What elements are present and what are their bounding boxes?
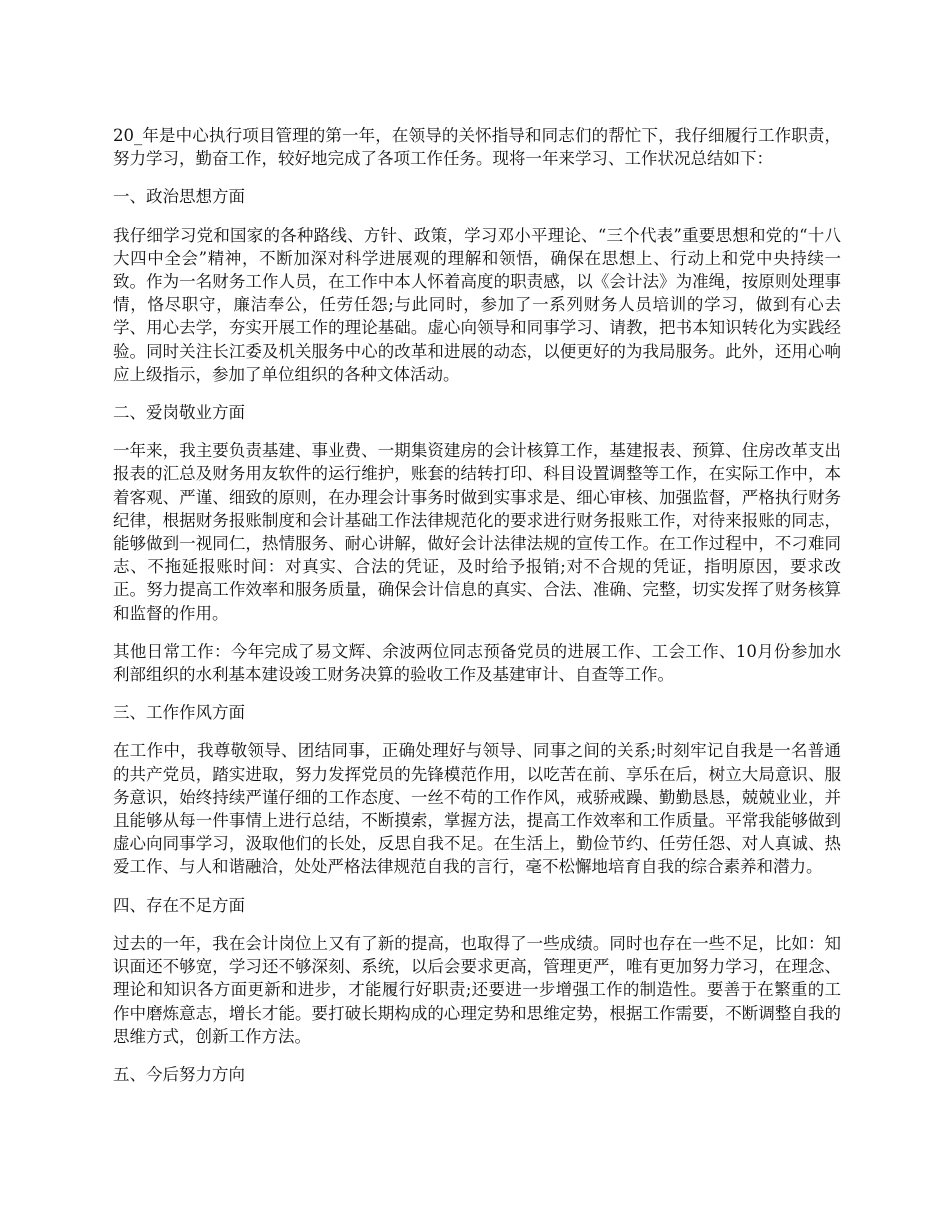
section-heading-political: 一、政治思想方面 xyxy=(113,187,245,207)
section-heading-dedication: 二、爱岗敬业方面 xyxy=(113,403,245,423)
section-body-daily-work: 其他日常工作：今年完成了易文辉、余波两位同志预备党员的进展工作、工会工作、10月份参加水利部组织的水利基本建设竣工财务决算的验收工作及基建审计、自查等工作。 xyxy=(113,641,841,685)
document-page xyxy=(113,124,841,1101)
section-body-work-style: 在工作中，我尊敬领导、团结同事，正确处理好与领导、同事之间的关系;时刻牢记自我是一名普通的共产党员，踏实进取，努力发挥党员的先锋模范作用，以吃苦在前、享乐在后，树立大局意识、服务意识，始终持续严谨仔细的工作态度、一丝不苟的工作作风，戒骄戒躁、勤勤恳恳，兢兢业业，并且能够从每一件事情上进行总结，不断摸索，掌握方法，提高工作效率和工作质量。平常我能够做到虚心向同事学习，汲取他们的长处，反思自我不足。在生活上，勤俭节约、任劳任怨、对人真诚、热爱工作、与人和谐融洽，处处严格法律规范自我的言行，毫不松懈地培育自我的综合素养和潜力。 xyxy=(113,741,841,877)
section-heading-shortcomings: 四、存在不足方面 xyxy=(113,895,245,915)
section-heading-future: 五、今后努力方向 xyxy=(113,1064,245,1084)
intro-paragraph: 20_年是中心执行项目管理的第一年，在领导的关怀指导和同志们的帮忙下，我仔细履行工作职责，努力学习，勤奋工作，较好地完成了各项工作任务。现将一年来学习、工作状况总结如下： xyxy=(113,126,841,169)
section-body-dedication: 一年来，我主要负责基建、事业费、一期集资建房的会计核算工作，基建报表、预算、住房改革支出报表的汇总及财务用友软件的运行维护，账套的结转打印、科目设置调整等工作，在实际工作中，本着客观、严谨、细致的原则，在办理会计事务时做到实事求是、细心审核、加强监督，严格执行财务纪律，根据财务报账制度和会计基础工作法律规范化的要求进行财务报账工作，对待来报账的同志，能够做到一视同仁，热情服务、耐心讲解，做好会计法律法规的宣传工作。在工作过程中，不刁难同志、不拖延报账时间：对真实、合法的凭证，及时给予报销;对不合规的凭证，指明原因，要求改正。努力提高工作效率和服务质量，确保会计信息的真实、合法、准确、完整，切实发挥了财务核算和监督的作用。 xyxy=(113,441,841,623)
section-heading-work-style: 三、工作作风方面 xyxy=(113,703,245,723)
section-body-shortcomings: 过去的一年，我在会计岗位上又有了新的提高，也取得了一些成绩。同时也存在一些不足，比如：知识面还不够宽，学习还不够深刻、系统，以后会要求更高，管理更严，唯有更加努力学习，在理念、理论和知识各方面更新和进步，才能履行好职责;还要进一步增强工作的制造性。要善于在繁重的工作中磨炼意志，增长才能。要打破长期构成的心理定势和思维定势，根据工作需要，不断调整自我的思维方式，创新工作方法。 xyxy=(113,933,841,1046)
section-body-political: 我仔细学习党和国家的各种路线、方针、政策，学习邓小平理论、“三个代表”重要思想和党的“十八大四中全会”精神，不断加深对科学进展观的理解和领悟，确保在思想上、行动上和党中央持续一致。作为一名财务工作人员，在工作中本人怀着高度的职责感，以《会计法》为准绳，按原则处理事情，恪尽职守，廉洁奉公，任劳任怨;与此同时，参加了一系列财务人员培训的学习，做到有心去学、用心去学，夯实开展工作的理论基础。虚心向领导和同事学习、请教，把书本知识转化为实践经验。同时关注长江委及机关服务中心的改革和进展的动态，以便更好的为我局服务。此外，还用心响应上级指示，参加了单位组织的各种文体活动。 xyxy=(113,225,841,384)
